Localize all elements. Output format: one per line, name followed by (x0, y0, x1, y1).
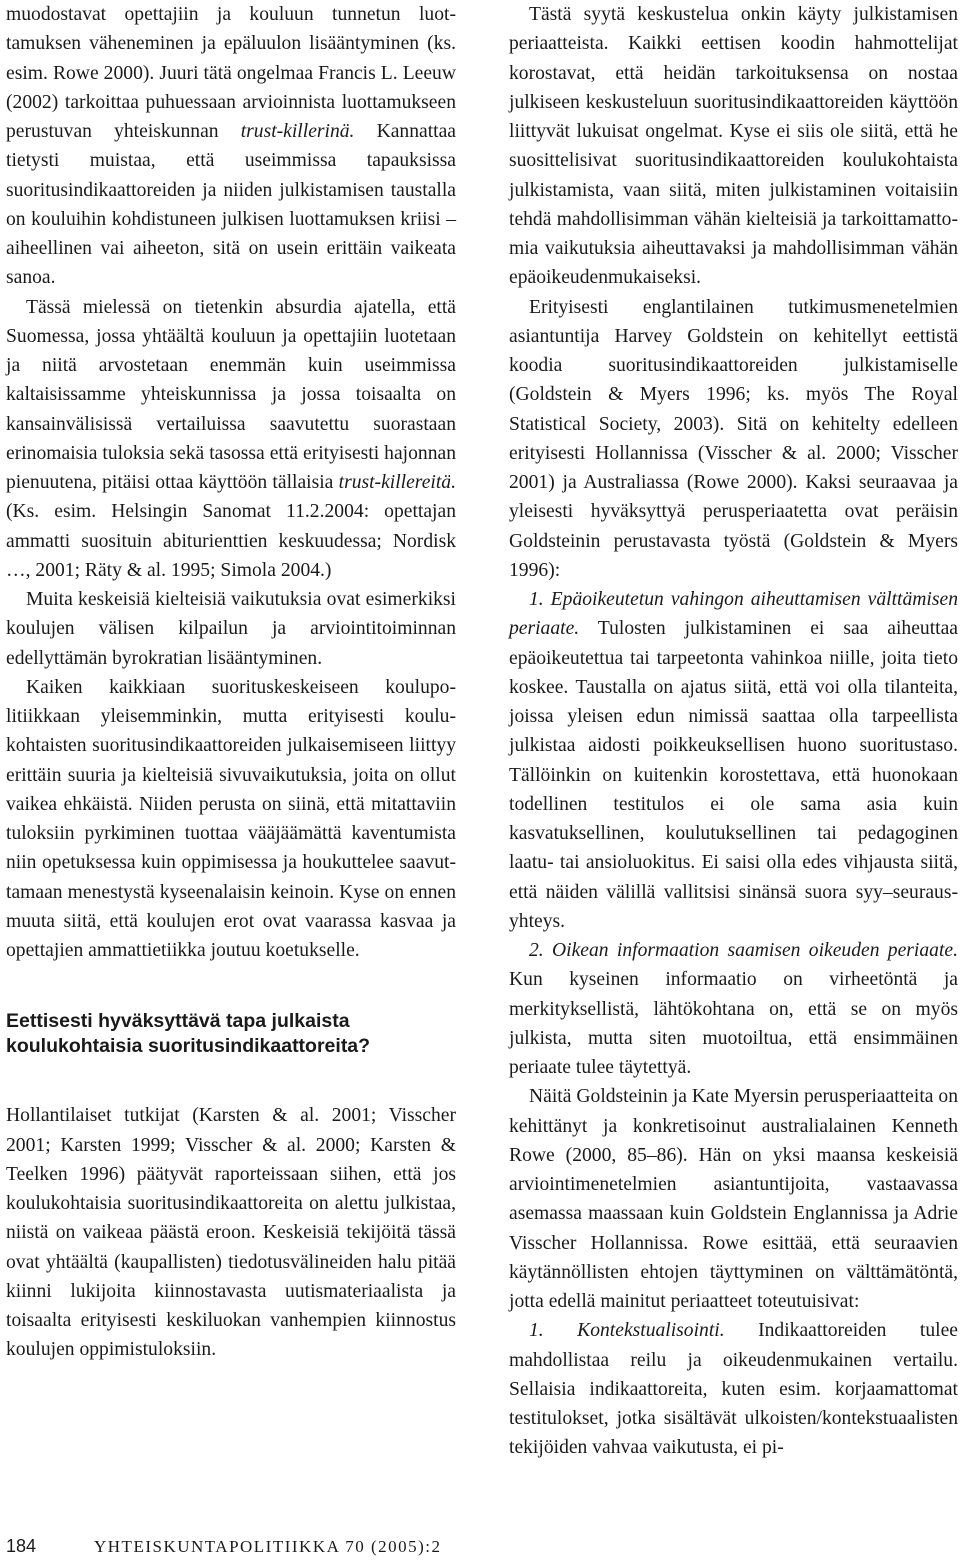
right-column (509, 0, 958, 1463)
paragraph: Erityisesti englantilainen tutkimusmenetelmien asiantuntija Harvey Goldstein on kehitellyt eettistä koodia suoritusindikaattoreiden julkistamiselle (Goldstein & Myers 1996; ks. myös The Royal Statistical Society, 2003). Sitä on kehitelty edelleen erityisesti Hollannissa (Visscher & al. 2000; Visscher 2001) ja Australiassa (Rowe 2000). Kaksi seuraavaa ja yleisesti hyväksyttyä perusperiaatetta ovat peräisin Goldsteinin perustavasta työstä (Goldstein & Myers 1996): (509, 296, 958, 581)
italic-term: trust-killereitä. (338, 472, 456, 493)
paragraph: Hollantilaiset tutkijat (Karsten & al. 2001; Visscher 2001; Karsten 1999; Visscher & al. 2000; Karsten & Teelken 1996) päätyvät raporteissaan siihen, että jos koulukohtaisia suoritusindikaattoreita on alettu julkistaa, niistä on vaikeaa päästä eroon. Keskeisiä tekijöitä tässä ovat yhtäältä (kaupallisten) tiedotusvälineiden halu pitää kiinni lukijoita kiinnostavasta uutismateriaalista ja toisaalta erityisesti keskiluokan vanhempien kiinnostus koulujen oppimistuloksiin. (6, 1105, 456, 1361)
left-column (6, 0, 456, 1365)
paragraph: Muita keskeisiä kielteisiä vaikutuksia ovat esimerkiksi koulujen välisen kilpailun ja arviointitoiminnan edellyttämän byrokratian lisääntyminen. (6, 589, 456, 669)
paragraph (6, 293, 456, 586)
page-number: 184 (6, 1536, 37, 1556)
paragraph (509, 936, 958, 1082)
italic-term: trust-killerinä. (240, 121, 355, 142)
text-run: muodostavat opettajiin ja kouluun tunnetun luottamuksen väheneminen ja epäluulon lisääntyminen (ks. esim. Rowe 2000). Juuri tätä ongelmaa Francis L. Leeuw (2002) tarkoittaa puhuessaan arvioinnista luottamukseen perustuvan yhteiskunnan (6, 4, 456, 142)
paragraph (509, 1316, 958, 1462)
paragraph (509, 585, 958, 936)
text-run: Kun kyseinen informaatio on virheetöntä ja merkityksellistä, lähtökohtana on, että se on myös julkista, mutta siten muotoiltua, että ensimmäinen periaate tulee täytettyä. (509, 969, 958, 1078)
page-footer (6, 1536, 442, 1557)
italic-term: 2. Oikean informaation saamisen oikeuden periaate. (529, 940, 958, 961)
text-run: Tulosten julkistaminen ei saa aiheuttaa epäoikeutettua tai tarpeetonta vahinkoa niille, joita tieto koskee. Taustalla on ajatus siitä, että voi olla tilanteita, joissa yleisen edun nimissä saattaa olla tarpeellista julkistaa aidosti poikkeuksellisen huono suoritustaso. Tällöinkin on kuitenkin korostettava, että huonokaan todellinen testitulos ei ole sama asia kuin kasvatuksellinen, koulutuksellinen tai pedagoginen laatu- tai ansioluokitus. Ei saisi olla edes vihjausta siitä, että näiden välillä vallitsisi sinänsä suora syy–seuraus-yhteys. (509, 618, 958, 932)
paragraph: Näitä Goldsteinin ja Kate Myersin perusperiaatteita on kehittänyt ja konkretisoinut australialainen Kenneth Rowe (2000, 85–86). Hän on yksi maansa keskeisiä arviointimenetelmien asiantuntijoita, vastaavassa asemassa maassaan kuin Goldstein Englannissa ja Adrie Visscher Hollannissa. Rowe esittää, että seuraavien käytännöllisten ehtojen täyttyminen on välttämätöntä, jotta edellä mainitut periaatteet toteutuisivat: (509, 1086, 958, 1312)
text-run: Kannattaa tietysti muistaa, että useimmissa tapauksissa suoritusindikaattoreiden ja niiden julkistamisen taustalla on kouluihin kohdistuneen julkisen luottamuksen kriisi – aiheellinen vai aiheeton, sitä on usein erittäin vaikeata sanoa. (6, 121, 456, 289)
paragraph (6, 0, 456, 293)
section-heading: Eettisesti hyväksyttävä tapa julkaista koulukohtaisia suoritusindikaattoreita? (6, 1010, 371, 1058)
text-run: Indikaattoreiden tulee mahdollistaa reilu ja oikeudenmukainen vertailu. Sellaisia indikaattoreita, kuten esim. korjaamattomat testitulokset, jotka sisältävät ulkoisten/kontekstuaalisten tekijöiden vahvaa vaikutusta, ei pi- (509, 1320, 958, 1459)
text-run: (Ks. esim. Helsingin Sanomat 11.2.2004: opettajan ammatti suosituin abiturienttien keskuudessa; Nordisk …, 2001; Räty & al. 1995; Simola 2004.) (6, 501, 456, 581)
italic-term: 1. Epäoikeutetun vahingon aiheuttamisen välttämisen periaate. (509, 589, 958, 640)
journal-title: YHTEISKUNTAPOLITIIKKA 70 (2005):2 (94, 1537, 442, 1556)
italic-term: 1. Kontekstualisointi. (529, 1320, 725, 1342)
paragraph: Kaiken kaikkiaan suorituskeskeiseen koulupolitiikkaan yleisemminkin, mutta erityisesti koulukohtaisten suoritusindikaattoreiden julkaisemiseen liittyy erittäin suuria ja kielteisiä sivuvaikutuksia, joita on ollut vaikea ehkäistä. Niiden perusta on siinä, että mitattaviin tuloksiin pyrkiminen tuottaa vääjäämättä kaventumista niin opetuksessa kuin oppimisessa ja houkuttelee saavuttamaan menestystä kyseenalaisin keinoin. Kyse on ennen muuta siitä, että koulujen erot ovat vaarassa kasvaa ja opettajien ammattietiikka joutuu koetukselle. (6, 676, 456, 961)
paragraph: Tästä syytä keskustelua onkin käyty julkistamisen periaatteista. Kaikki eettisen koodin hahmottelijat korostavat, että heidän tarkoituksensa on nostaa julkiseen keskusteluun suoritusindikaattoreiden käyttöön liittyvät lukuisat ongelmat. Kyse ei siis ole siitä, että he suosittelisivat suoritusindikaattoreiden koulukohtaista julkistamista, vaan siitä, miten julkistaminen voitaisiin tehdä mahdollisimman vähän kielteisiä ja tarkoittamattomia vaikutuksia aiheuttavaksi ja mahdollisimman vähän epäoikeudenmukaiseksi. (509, 4, 958, 289)
text-run: Tässä mielessä on tietenkin absurdia ajatella, että Suomessa, jossa yhtäältä kouluun ja opettajiin luotetaan ja niitä arvostetaan enemmän kuin useimmissa kaltaisissamme yhteiskunnissa ja jossa toisaalta on kansainvälisissä vertailuissa saavutettu suorastaan erinomaisia tuloksia sekä tasossa että erityisesti hajonnan pienuutena, pitäisi ottaa käyttöön tällaisia (6, 296, 456, 493)
